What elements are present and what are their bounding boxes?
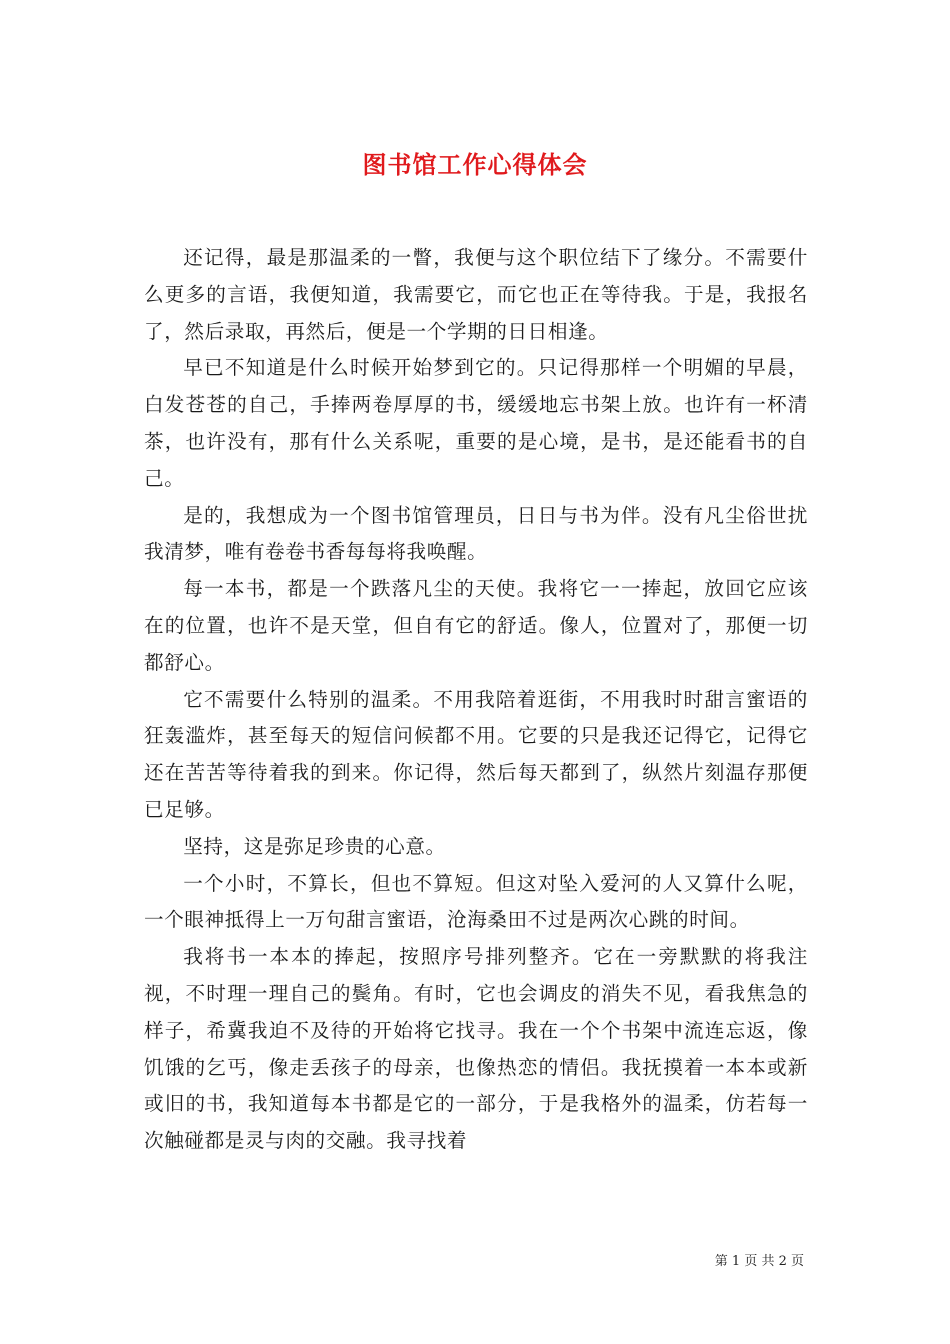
paragraph: 它不需要什么特别的温柔。不用我陪着逛街，不用我时时甜言蜜语的狂轰滥炸，甚至每天的短信问候都不用。它要的只是我还记得它，记得它还在苦苦等待着我的到来。你记得，然后每天都到了，纵然片刻温存那便已足够。 xyxy=(144,687,808,821)
paragraph: 我将书一本本的捧起，按照序号排列整齐。它在一旁默默的将我注视，不时理一理自己的鬓角。有时，它也会调皮的消失不见，看我焦急的样子，希冀我迫不及待的开始将它找寻。我在一个个书架中流连忘返，像饥饿的乞丐，像走丢孩子的母亲，也像热恋的情侣。我抚摸着一本本或新或旧的书，我知道每本书都是它的一部分，于是我格外的温柔，仿若每一次触碰都是灵与肉的交融。我寻找着 xyxy=(144,945,808,1153)
paragraph: 早已不知道是什么时候开始梦到它的。只记得那样一个明媚的早晨，白发苍苍的自己，手捧两卷厚厚的书，缓缓地忘书架上放。也许有一杯清茶，也许没有，那有什么关系呢，重要的是心境，是书，是还能看书的自己。 xyxy=(144,356,808,490)
paragraph: 坚持，这是弥足珍贵的心意。 xyxy=(183,834,446,858)
paragraph: 还记得，最是那温柔的一瞥，我便与这个职位结下了缘分。不需要什么更多的言语，我便知道，我需要它，而它也正在等待我。于是，我报名了，然后录取，再然后，便是一个学期的日日相逢。 xyxy=(144,246,808,343)
page-number-footer: 第 1 页 共 2 页 xyxy=(714,1254,804,1269)
paragraph: 是的，我想成为一个图书馆管理员，日日与书为伴。没有凡尘俗世扰我清梦，唯有卷卷书香每每将我唤醒。 xyxy=(144,503,808,564)
paragraph: 一个小时，不算长，但也不算短。但这对坠入爱河的人又算什么呢，一个眼神抵得上一万句甜言蜜语，沧海桑田不过是两次心跳的时间。 xyxy=(144,871,808,932)
document-title: 图书馆工作心得体会 xyxy=(362,150,588,180)
document-body xyxy=(144,240,808,1160)
paragraph: 每一本书，都是一个跌落凡尘的天使。我将它一一捧起，放回它应该在的位置，也许不是天堂，但自有它的舒适。像人，位置对了，那便一切都舒心。 xyxy=(144,577,808,674)
